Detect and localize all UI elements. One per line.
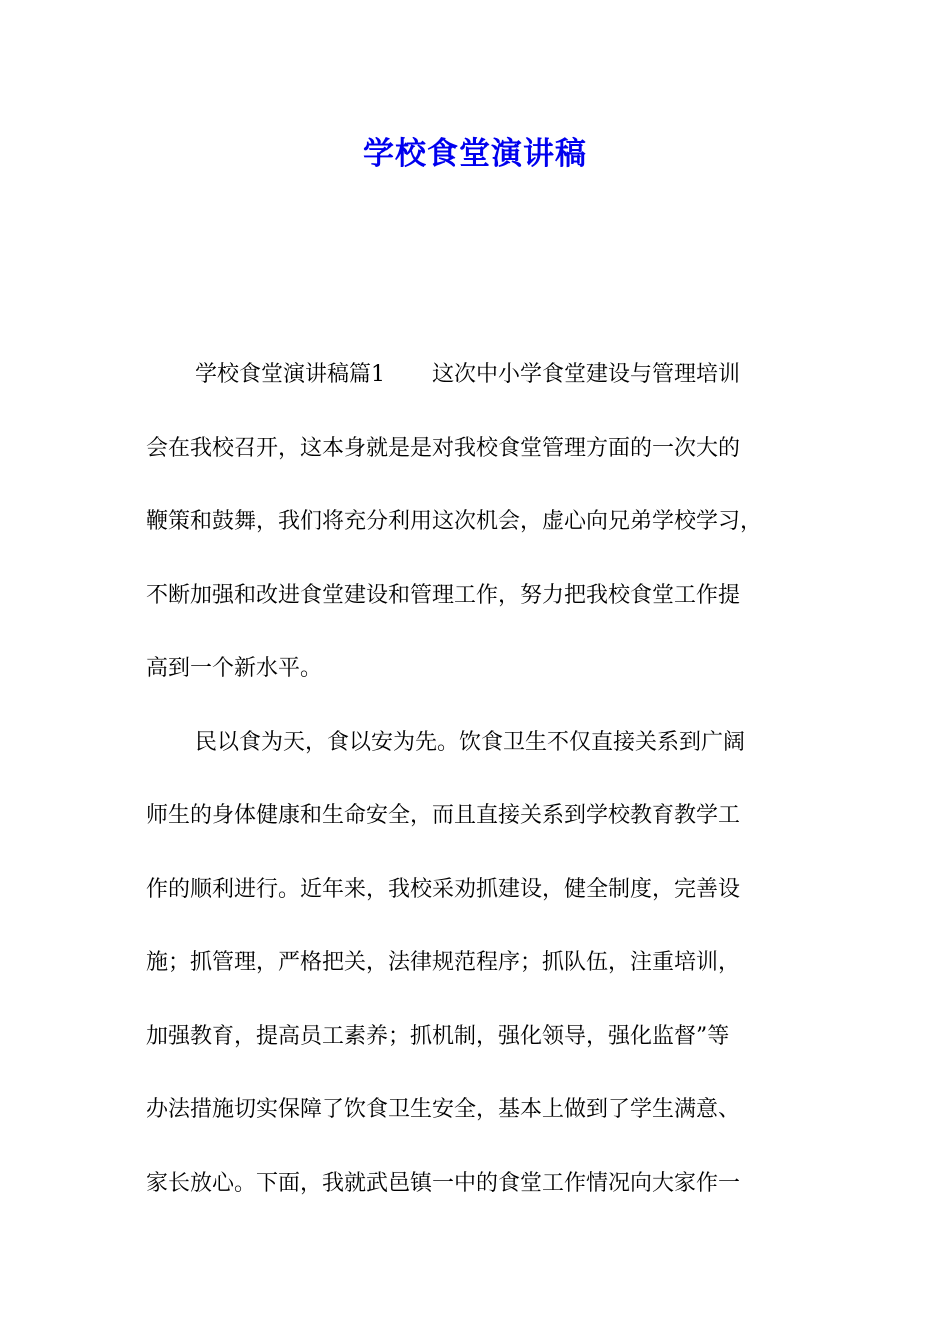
paragraph-2-line-7: 家长放心。下面，我就武邑镇一中的食堂工作情况向大家作一 (146, 1170, 741, 1196)
paragraph-1-line-3: 鞭策和鼓舞，我们将充分利用这次机会，虚心向兄弟学校学习， (146, 509, 763, 534)
paragraph-1-line-5: 高到一个新水平。 (146, 656, 323, 681)
document-body (146, 338, 811, 1220)
paragraph-1-line-1 (146, 338, 811, 412)
paragraph-2-line-2: 师生的身体健康和生命安全，而且直接关系到学校教育教学工 (146, 803, 741, 828)
paragraph-2-line-4: 施；抓管理，严格把关，法律规范程序；抓队伍，注重培训， (146, 950, 741, 975)
paragraph-2-line-5: 加强教育，提高员工素养；抓机制，强化领导，强化监督”等 (146, 1023, 730, 1049)
paragraph-1-line-2: 会在我校召开，这本身就是是对我校食堂管理方面的一次大的 (146, 435, 741, 461)
document-title: 学校食堂演讲稿 (363, 136, 587, 172)
paragraph-1-line-4: 不断加强和改进食堂建设和管理工作，努力把我校食堂工作提 (146, 582, 741, 608)
paragraph-2-line-6: 办法措施切实保障了饮食卫生安全，基本上做到了学生满意、 (146, 1097, 741, 1122)
paragraph-2-line-1: 民以食为天，食以安为先。饮食卫生不仅直接关系到广阔 (195, 729, 746, 755)
section-heading: 学校食堂演讲稿篇1 (195, 362, 385, 387)
paragraph-2-line-3: 作的顺利进行。近年来，我校采劝抓建设，健全制度，完善设 (146, 876, 741, 902)
paragraph-1-text-start: 这次中小学食堂建设与管理培训 (432, 362, 741, 387)
